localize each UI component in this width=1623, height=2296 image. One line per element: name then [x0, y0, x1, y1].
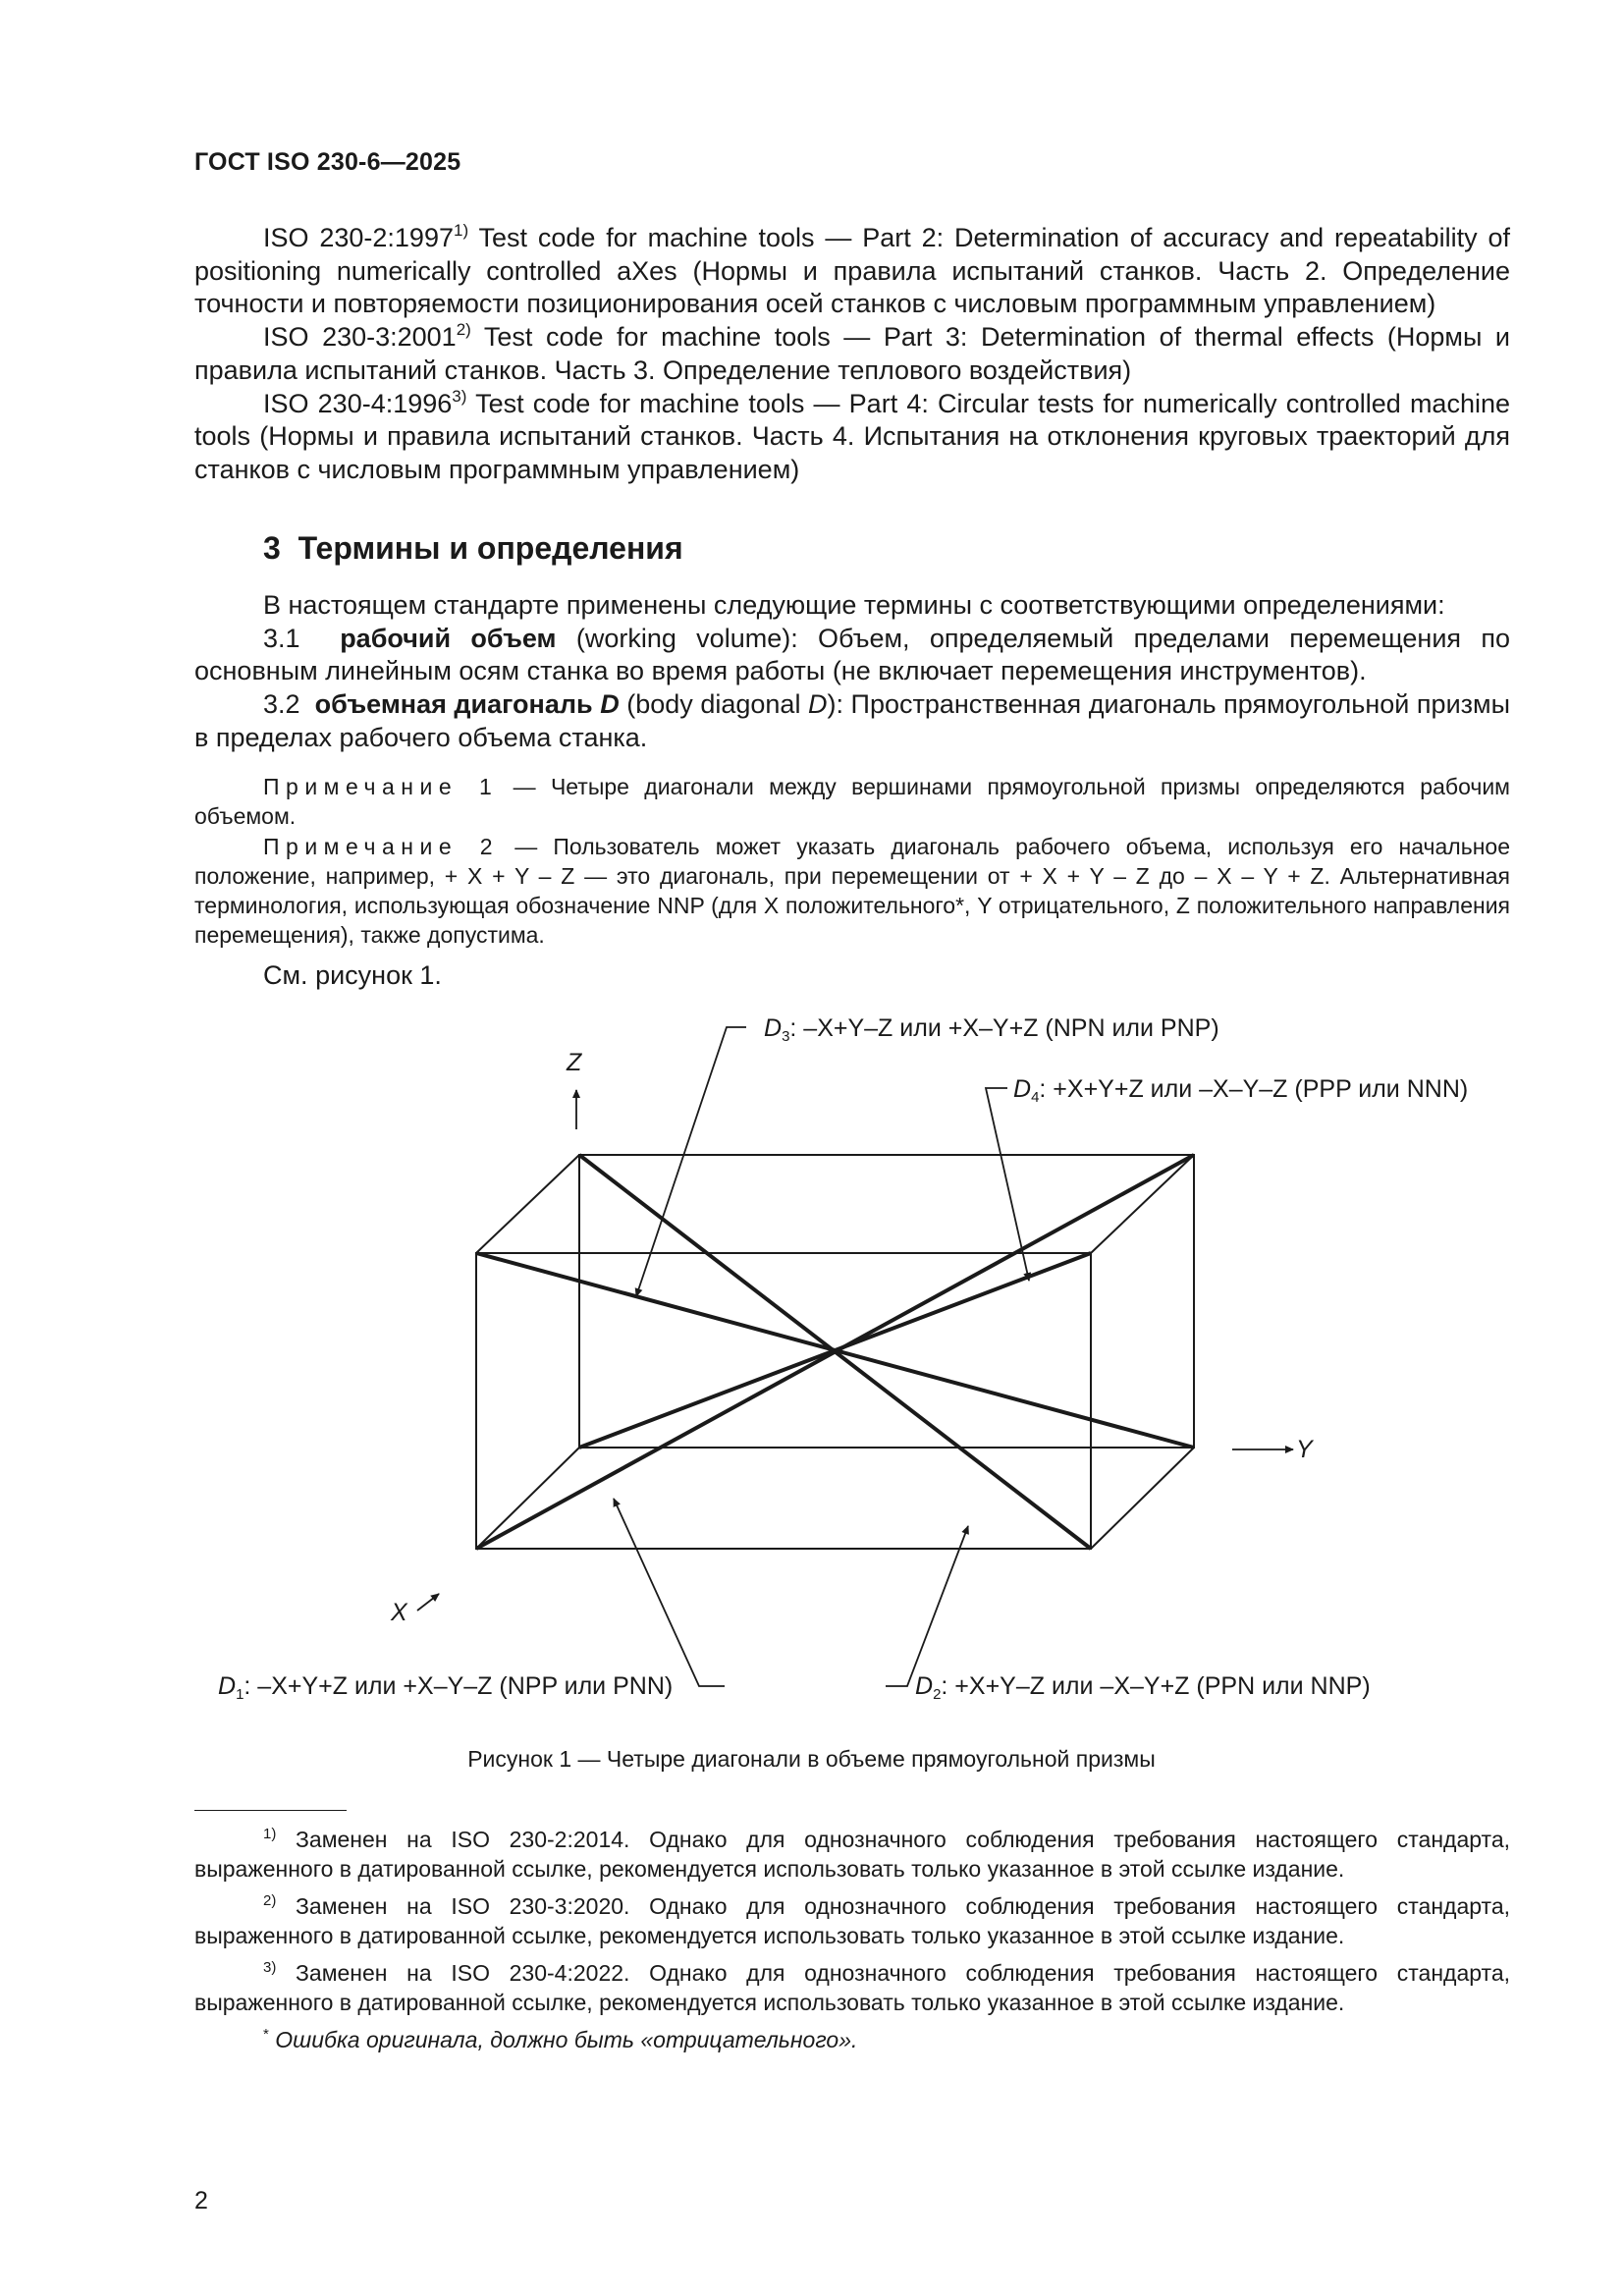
footnote-item: $^{3)}$ Заменен на ISO 230-4:2022. Однако для однозначного соблюдения требования настоящего стандарта, выраженного в датированной ссылке, рекомендуется использовать только указанное в этой ссылке издание.	[194, 1959, 1510, 2015]
diagonal-d4-label: $D_4$: +X+Y+Z или –X–Y–Z (PPP или NNN)	[1013, 1075, 1469, 1106]
page-number: 2	[194, 2187, 208, 2214]
diagonal-d3-label: $D_3$: –X+Y–Z или +X–Y+Z (NPN или PNP)	[764, 1014, 1219, 1045]
reference-item: ISO 230-4:1996$^{3)}$ Test code for machine tools — Part 4: Circular tests for numerically controlled machine tools (Нормы и правила испытаний станков. Часть 4. Испытания на отклонения круговых траекторий для станков с числовым программным управлением)	[194, 386, 1510, 484]
reference-item: ISO 230-3:2001$^{2)}$ Test code for machine tools — Part 3: Determination of thermal effects (Нормы и правила испытаний станков. Часть 3. Определение теплового воздействия)	[194, 320, 1510, 385]
axis-z-label: Z	[567, 1049, 582, 1076]
footnote-item: * Ошибка оригинала, должно быть «отрицательного».	[263, 2026, 858, 2052]
intro-text: В настоящем стандарте применены следующие термины с соответствующими определениями:	[263, 590, 1445, 620]
section-heading: 3 Термины и определения	[263, 530, 683, 566]
term-3-2: 3.2 объемная диагональ D (body diagonal D): Пространственная диагональ прямоугольной призмы в пределах рабочего объема станка.	[194, 689, 1511, 752]
reference-item: ISO 230-2:1997$^{1)}$ Test code for machine tools — Part 2: Determination of accuracy and repeatability of positioning numerically controlled aXes (Нормы и правила испытаний станков. Часть 2. Определение точности и повторяемости позиционирования осей станков с числовым программным управлением)	[194, 221, 1510, 319]
footnote-divider	[194, 1810, 347, 1811]
footnotes-block	[194, 1825, 1510, 2062]
diagonal-d2-label: $D_2$: +X+Y–Z или –X–Y+Z (PPN или NNP)	[915, 1672, 1371, 1703]
axis-arrows	[417, 1090, 1293, 1611]
footnote-item: $^{2)}$ Заменен на ISO 230-3:2020. Однако для однозначного соблюдения требования настоящего стандарта, выраженного в датированной ссылке, рекомендуется использовать только указанное в этой ссылке издание.	[194, 1892, 1510, 1948]
document-header: ГОСТ ISO 230-6—2025	[194, 148, 461, 176]
diagonal-d1-label: $D_1$: –X+Y+Z или +X–Y–Z (NPP или PNN)	[218, 1672, 674, 1703]
note-1: Примечание 1 — Четыре диагонали между вершинами прямоугольной призмы определяются рабочим объемом.	[194, 774, 1510, 829]
footnote-item: $^{1)}$ Заменен на ISO 230-2:2014. Однако для однозначного соблюдения требования настоящего стандарта, выраженного в датированной ссылке, рекомендуется использовать только указанное в этой ссылке издание.	[194, 1826, 1510, 1882]
term-3-1: 3.1 рабочий объем (working volume): Объем, определяемый пределами перемещения по основным линейным осям станка во время работы (не включает перемещения инструментов).	[194, 623, 1510, 686]
axis-x-label: X	[391, 1599, 407, 1626]
axis-y-label: Y	[1296, 1436, 1313, 1463]
figure-reference: См. рисунок 1.	[263, 960, 442, 990]
body-diagonals	[476, 1155, 1194, 1549]
figure-caption: Рисунок 1 — Четыре диагонали в объеме прямоугольной призмы	[467, 1746, 1156, 1772]
note-2: Примечание 2 — Пользователь может указать диагональ рабочего объема, используя его начальное положение, например, + X + Y – Z — это диагональ, при перемещении от + X + Y – Z до – X – Y + Z. Альтернативная терминология, использующая обозначение NNP (для X положительного*, Y отрицательного, Z положительного направления перемещения), также допустима.	[194, 834, 1510, 948]
